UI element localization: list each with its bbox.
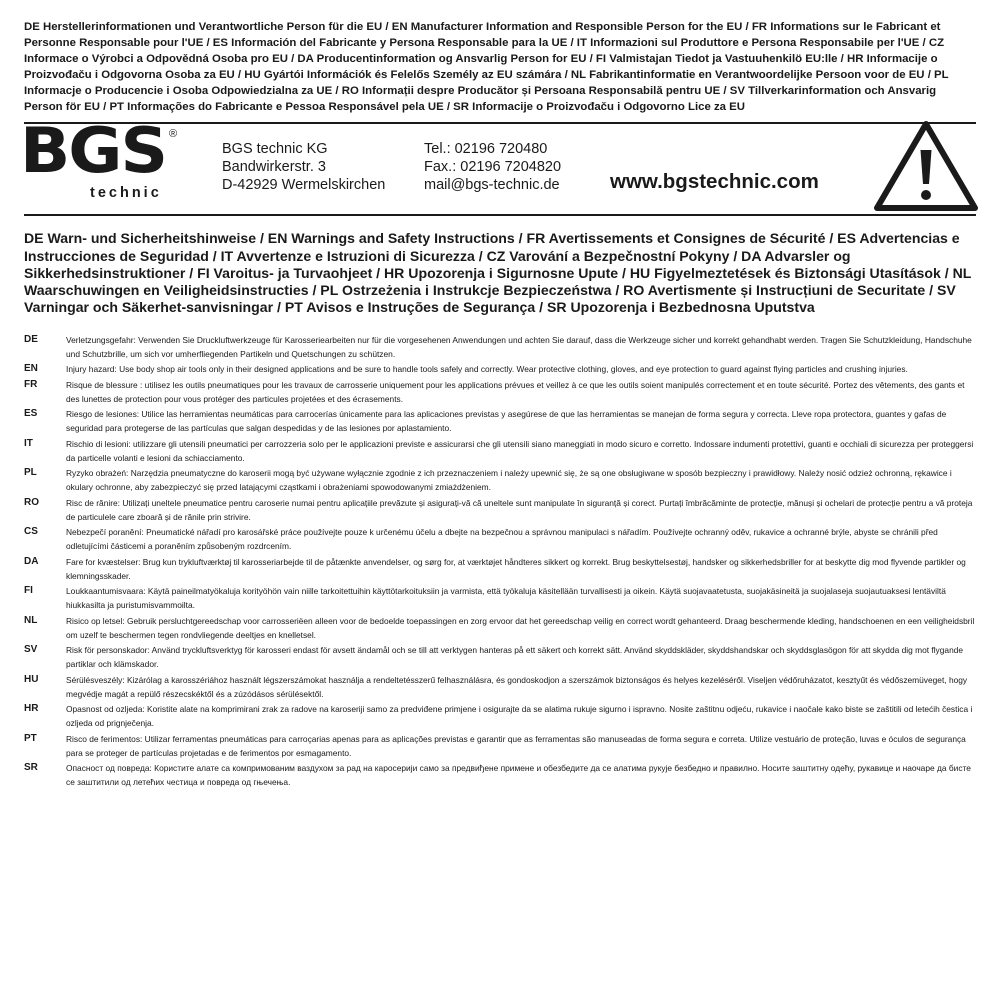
language-code: FR [24, 378, 38, 390]
logo-main-text: BGS [20, 114, 167, 188]
safety-text: Risc de rănire: Utilizați uneltele pneumatice pentru caroserie numai pentru aplicațiile prevăzute și asigurați-vă că uneltele sunt manipulate în siguranță și corect. Purtați îmbrăcăminte de protecție, mănuși și ochelari de protecție pentru a vă proteja de particulele care zboară și de rănile prin strivire. [66, 497, 973, 522]
contact-fax: Fax.: 02196 7204820 [424, 159, 562, 176]
safety-entry-hr [24, 702, 976, 730]
bgs-logo [20, 114, 184, 206]
safety-entry-en [24, 362, 976, 376]
company-city: D-42929 Wermelskirchen [222, 177, 386, 194]
safety-heading: DE Warn- und Sicherheitshinweise / EN Warnings and Safety Instructions / FR Avertissements et Consignes de Sécurité / ES Advertencias e Instrucciones de Seguridad / IT Avvertenze e Istruzioni di Sicurezza / CZ Varování a Bezpečnostní Pokyny / DA Advarsler og Sikkerhedsinstruktioner / FI Varoitus- ja Turvaohjeet / HR Upozorenja i Sigurnosne Upute / HU Figyelmeztetések és Biztonsági Utasítások / NL Waarschuwingen en Veiligheidsinstructies / PL Ostrzeżenia i Instrukcje Bezpieczeństwa / RO Avertismente și Instrucțiuni de Securitate / SV Varningar och Säkerhet-sanvisningar / PT Avisos e Instruções de Segurança / SR Upozorenja i Bezbednosna Uputstva [24, 230, 972, 315]
safety-entry-pl [24, 466, 976, 494]
safety-text: Nebezpečí poranění: Pneumatické nářadí pro karosářské práce používejte pouze k určenému účelu a dbejte na bezpečnou a správnou manipulaci s nářadím. Používejte ochranný oděv, rukavice a ochranné brýle, abyste se chránili před odletujícími částicemi a poraněním způsobeným rozdrcením. [66, 527, 938, 552]
document-page [20, 20, 976, 791]
language-code: DE [24, 333, 38, 345]
language-code: CS [24, 526, 38, 538]
logo-sub-text: technic [90, 185, 162, 202]
safety-text: Risque de blessure : utilisez les outils pneumatiques pour les travaux de carrosserie uniquement pour les applications prévues et veillez à ce que les outils soient manipulés correctement et en toute sécurité. Portez des vêtements, des gants et des lunettes de protection pour vous protéger des particules projetées et des écrasements. [66, 379, 965, 404]
safety-entry-cs [24, 525, 976, 553]
language-code: IT [24, 437, 33, 449]
safety-text: Rischio di lesioni: utilizzare gli utensili pneumatici per carrozzeria solo per le applicazioni previste e assicurarsi che gli utensili siano maneggiati in modo sicuro e corretto. Indossare indumenti protettivi, guanti e occhiali di sicurezza per proteggersi da particelle volanti e lesioni da schiacciamento. [66, 438, 974, 463]
warning-triangle-icon [872, 118, 980, 214]
manufacturer-heading: DE Herstellerinformationen und Verantwortliche Person für die EU / EN Manufacturer Information and Responsible Person for the EU / FR Informations sur le Fabricant et Personne Responsable pour l'UE / ES Información del Fabricante y Persona Responsable para la UE / IT Informazioni sul Produttore e Persona Responsabile per l'UE / CZ Informace o Výrobci a Odpovědná Osoba pro EU / DA Producentinformation og Ansvarlig Person for EU / FI Valmistajan Tiedot ja Vastuuhenkilö EU:lle / HR Informacije o Proizvođaču i Odgovorna Osoba za EU / HU Gyártói Információk és Felelős Személy az EU számára / NL Fabrikantinformatie en Verantwoordelijke Persoon voor de EU / PL Informacje o Producencie i Osoba Odpowiedzialna za UE / RO Informații despre Producător și Persoana Responsabilă pentru UE / SV Tillverkarinformation och Ansvarig Person för EU / PT Informações do Fabricante e Pessoa Responsável pela UE / SR Informacije o Proizvođaču i Odgovorno Lice za EU [24, 21, 949, 113]
safety-entry-sr [24, 761, 976, 789]
safety-entry-es [24, 407, 976, 435]
safety-text: Ryzyko obrażeń: Narzędzia pneumatyczne do karoserii mogą być używane wyłącznie zgodnie z ich przeznaczeniem i należy upewnić się, że są one obsługiwane w sposób bezpieczny i prawidłowy. Należy nosić odzież ochronną, rękawice i okulary ochronne, aby zabezpieczyć się przed latającymi cząstkami i obrażeniami spowodowanymi zmiażdżeniem. [66, 468, 952, 493]
language-code: HR [24, 703, 39, 715]
safety-text: Risk för personskador: Använd tryckluftsverktyg för karosseri endast för avsett ändamål och se till att verktygen hanteras på ett säkert och korrekt sätt. Använd skyddskläder, skyddshandskar och skyddsglasögon för att skydda dig mot flygande partiklar och klämskador. [66, 645, 964, 670]
safety-entry-fr [24, 378, 976, 406]
safety-entry-hu [24, 673, 976, 701]
language-code: HU [24, 673, 39, 685]
language-code: NL [24, 614, 38, 626]
safety-text: Risico op letsel: Gebruik persluchtgereedschap voor carrosseriëen alleen voor de bedoelde toepassingen en zorg ervoor dat het gereedschap veilig en correct wordt gehanteerd. Draag beschermende kleding, handschoenen en een veiligheidsbril om uzelf te beschermen tegen rondvliegende deeltjes en knelletsel. [66, 615, 975, 640]
contact-mail: mail@bgs-technic.de [424, 177, 560, 194]
safety-entry-ro [24, 496, 976, 524]
website-url: www.bgstechnic.com [610, 170, 819, 194]
company-name: BGS technic KG [222, 141, 328, 158]
language-code: RO [24, 496, 39, 508]
language-code: SV [24, 644, 38, 656]
logo-registered-mark: ® [169, 128, 178, 141]
safety-text: Risco de ferimentos: Utilizar ferramentas pneumáticas para carroçarias apenas para as aplicações previstas e garantir que as ferramentas são manuseadas de forma segura e correta. Utilize vestuário de proteção, luvas e óculos de segurança para se proteger de partículas projetadas e de ferimentos por esmagamento. [66, 733, 966, 758]
safety-text: Opasnost od ozljeda: Koristite alate na komprimirani zrak za radove na karoseriji samo za predviđene primjene i osigurajte da se alatima rukuje sigurno i ispravno. Nosite zaštitnu odjeću, rukavice i naočale kako biste se zaštitili od letećih čestica i ozljeda od prignječenja. [66, 704, 973, 729]
contact-tel: Tel.: 02196 720480 [424, 141, 548, 158]
safety-entry-sv [24, 643, 976, 671]
safety-text: Опасност од повреда: Користите алате са компримованим ваздухом за рад на каросерији само за предвиђене примене и обезбедите да се алатима рукује безбедно и правилно. Носите заштитну одећу, рукавице и наочаре да бисте се заштитили од летећих честица и повреда од гњечења. [66, 763, 971, 788]
language-code: SR [24, 762, 38, 774]
safety-entry-de [24, 333, 976, 361]
language-code: PL [24, 467, 37, 479]
safety-text: Injury hazard: Use body shop air tools only in their designed applications and be sure to handle tools safely and correctly. Wear protective clothing, gloves, and eye protection to guard against flying particles and crushing injuries. [66, 364, 908, 375]
company-address [222, 140, 385, 194]
bottom-divider [24, 214, 976, 216]
safety-text: Fare for kvæstelser: Brug kun trykluftværktøj til karosseriarbejde til de påtænkte anvendelser, og sørg for, at værktøjet håndteres sikkert og korrekt. Brug beskyttelsestøj, handsker og sikkerhedsbriller for at beskytte dig mod flyvende partikler og klemningsskader. [66, 556, 966, 581]
language-code: PT [24, 732, 37, 744]
language-code: DA [24, 555, 39, 567]
language-code: FI [24, 585, 33, 597]
company-contact [424, 140, 561, 194]
company-street: Bandwirkerstr. 3 [222, 159, 326, 176]
safety-entry-da [24, 555, 976, 583]
safety-entries [24, 333, 976, 790]
safety-text: Loukkaantumisvaara: Käytä paineilmatyökaluja korityöhön vain niille tarkoitettuihin käyttötarkoituksiin ja varmista, että työkaluja käsitellään turvallisesti ja oikein. Käytä suojavaatetusta, suojakäsineitä ja suojalaseja suojautuaksesi lentäviltä hiukkasilta ja puristumisvammoilta. [66, 586, 946, 611]
language-code: ES [24, 408, 38, 420]
safety-entry-pt [24, 732, 976, 760]
safety-text: Sérülésveszély: Kizárólag a karosszériához használt légszerszámokat használja a rendeltetésszerű felhasználásra, és gondoskodjon a szerszámok biztonságos és helyes kezeléséről. Viseljen védőruházatot, kesztyűt és védőszemüveget, hogy megvédje magát a repülő részecskéktől és a zúzódásos sérülésektől. [66, 674, 968, 699]
safety-entry-nl [24, 614, 976, 642]
safety-text: Verletzungsgefahr: Verwenden Sie Druckluftwerkzeuge für Karosseriearbeiten nur für die vorgesehenen Anwendungen und achten Sie darauf, dass die Werkzeuge sicher und korrekt gehandhabt werden. Tragen Sie Schutzkleidung, Handschuhe und Schutzbrille, um sich vor umherfliegenden Partikeln und Quetschungen zu schützen. [66, 334, 972, 359]
language-code: EN [24, 363, 38, 375]
safety-text: Riesgo de lesiones: Utilice las herramientas neumáticas para carrocerías únicamente para las aplicaciones previstas y asegúrese de que las herramientas se manejan de forma segura y correcta. Lleve ropa protectora, guantes y gafas de seguridad para protegerse de las partículas que salgan despedidas y de las lesiones por aplastamiento. [66, 409, 947, 434]
safety-entry-it [24, 437, 976, 465]
safety-entry-fi [24, 584, 976, 612]
brand-header [20, 114, 976, 214]
